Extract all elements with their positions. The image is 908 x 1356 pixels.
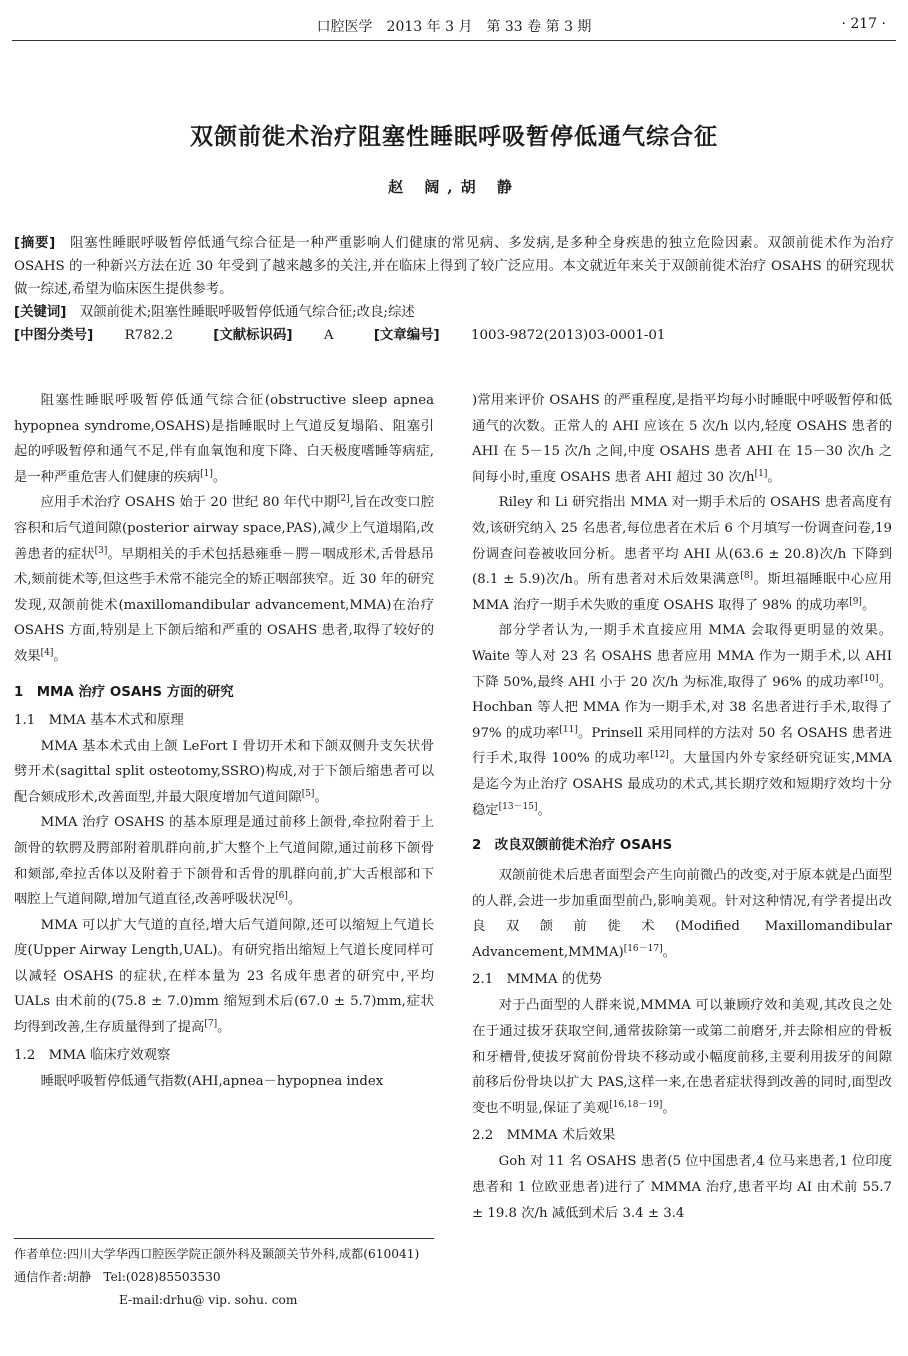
subsection-heading: 2.2 MMMA 术后效果	[472, 1128, 616, 1144]
citation[interactable]: [12]	[650, 750, 669, 761]
subsection-heading: 1.2 MMA 临床疗效观察	[14, 1047, 171, 1063]
author-footnote	[14, 1238, 434, 1312]
email-link[interactable]: E-mail:drhu@ vip. sohu. com	[119, 1293, 298, 1307]
citation[interactable]: [4]	[40, 647, 54, 658]
citation[interactable]: [6]	[275, 891, 288, 902]
authors: 赵 阔,胡 静	[388, 178, 520, 196]
paragraph: 应用手术治疗 OSAHS 始于 20 世纪 80 年代中期[2],旨在改变口腔容积和后气道间隙(posterior airway space,PAS),减少上气道塌陷,改善患者的症状[3]。早期相关的手术包括悬雍垂－腭－咽成形术,舌骨悬吊术,颏前徙术等,但这些手术常不能完全的矫正咽部狭窄。近 30 年的研究发现,双颌前徙术(maxillomandibular advancement,MMA)在治疗 OSAHS 方面,特别是上下颌后缩和严重的 OSAHS 患者,取得了较好的效果[4]。	[14, 494, 434, 664]
classification-row	[14, 324, 894, 347]
keywords-text: 双颌前徙术;阻塞性睡眠呼吸暂停低通气综合征;改良;综述	[79, 305, 415, 320]
clc-label: [中图分类号]	[14, 328, 94, 343]
citation[interactable]: [8]	[740, 571, 754, 582]
section-heading: 2 改良双颌前徙术治疗 OSAHS	[472, 838, 673, 854]
keywords-label: [关键词]	[14, 305, 67, 320]
affiliation: 作者单位:四川大学华西口腔医学院正颌外科及颞颌关节外科,成都(610041)	[14, 1247, 420, 1261]
citation[interactable]: [9]	[849, 596, 862, 607]
citation[interactable]: [10]	[860, 673, 879, 684]
citation[interactable]: [7]	[204, 1019, 218, 1030]
citation[interactable]: [13－15]	[498, 801, 538, 812]
citation[interactable]: [2]	[337, 494, 350, 505]
right-column	[472, 388, 892, 1226]
abstract	[14, 232, 894, 301]
citation[interactable]: [11]	[559, 724, 578, 735]
left-column	[14, 388, 434, 1094]
paragraph: 双颌前徙术后患者面型会产生向前微凸的改变,对于原本就是凸面型的人群,会进一步加重面型前凸,影响美观。针对这种情况,有学者提出改良双颌前徙术(Modified Maxillomandibular Advancement,MMMA)[16－17]。	[472, 868, 892, 960]
page-number: · 217 ·	[841, 16, 886, 32]
paragraph: MMA 治疗 OSAHS 的基本原理是通过前移上颌骨,牵拉附着于上颌骨的软腭及腭部附着肌群向前,扩大整个上气道间隙,通过前移下颌骨和颏部,牵拉舌体以及附着于下颌骨和舌骨的肌群向前,扩大舌根部和下咽腔上气道间隙,增加气道直径,改善呼吸状况[6]。	[14, 815, 434, 908]
correspondence: 通信作者:胡静 Tel:(028)85503530	[14, 1270, 221, 1284]
article-number-value: 1003-9872(2013)03-0001-01	[471, 328, 666, 343]
section-heading: 1 MMA 治疗 OSAHS 方面的研究	[14, 684, 234, 700]
citation[interactable]: [3]	[94, 545, 108, 556]
journal-info: 口腔医学 2013 年 3 月 第 33 卷 第 3 期	[316, 19, 592, 35]
paragraph: 对于凸面型的人群来说,MMMA 可以兼顾疗效和美观,其改良之处在于通过拔牙获取空间,通常拔除第一或第二前磨牙,并去除相应的骨板和牙槽骨,使拔牙窝前份骨块不移动或小幅度前移,主要利用拔牙的间隙前移后份骨块以扩大 PAS,这样一来,在患者症状得到改善的同时,面型改变也不明显,保证了美观[16,18－19]。	[472, 998, 892, 1116]
subsection-heading: 2.1 MMMA 的优势	[472, 972, 602, 988]
doc-code-label: [文献标识码]	[213, 328, 293, 343]
paragraph: )常用来评价 OSAHS 的严重程度,是指平均每小时睡眠中呼吸暂停和低通气的次数。正常人的 AHI 应该在 5 次/h 以内,轻度 OSAHS 患者的 AHI 在 5－15 次/h 之间,中度 OSAHS 患者 AHI 在 15－30 次/h 之间每小时,重度 OSAHS 患者 AHI 超过 30 次/h[1]。	[472, 393, 892, 485]
doc-code-value: A	[323, 328, 334, 343]
paragraph: Goh 对 11 名 OSAHS 患者(5 位中国患者,4 位马来患者,1 位印度患者和 1 位欧亚患者)进行了 MMMA 治疗,患者平均 AI 由术前 55.7 ± 19.8 次/h 减低到术后 3.4 ± 3.4	[472, 1154, 892, 1221]
abstract-block	[14, 232, 894, 347]
clc-value: R782.2	[124, 328, 174, 343]
citation[interactable]: [16－17]	[623, 943, 663, 954]
subsection-heading: 1.1 MMA 基本术式和原理	[14, 712, 184, 728]
article-number-label: [文章编号]	[373, 328, 440, 343]
citation[interactable]: [1]	[754, 468, 768, 479]
citation[interactable]: [5]	[301, 788, 315, 799]
paragraph: 部分学者认为,一期手术直接应用 MMA 会取得更明显的效果。Waite 等人对 23 名 OSAHS 患者应用 MMA 作为一期手术,以 AHI 下降 50%,最终 AHI 小于 20 次/h 为标准,取得了 96% 的成功率[10]。Hochban 等人把 MMA 作为一期手术,对 38 名患者进行手术,取得了 97% 的成功率[11]。Prinsell 采用同样的方法对 50 名 OSAHS 患者进行手术,取得 100% 的成功率[12]。大量国内外专家经研究证实,MMA 是迄今为止治疗 OSAHS 最成功的术式,其长期疗效和短期疗效均十分稳定[13－15]。	[472, 623, 893, 818]
abstract-label: [摘要]	[14, 236, 56, 251]
paragraph: 睡眠呼吸暂停低通气指数(AHI,apnea－hypopnea index	[40, 1073, 384, 1089]
running-header	[12, 10, 896, 41]
paragraph: Riley 和 Li 研究指出 MMA 对一期手术后的 OSAHS 患者高度有效,该研究纳入 25 名患者,每位患者在术后 6 个月填写一份调查问卷,19 份调查问卷被收回分析。患者平均 AHI 从(63.6 ± 20.8)次/h 下降到(8.1 ± 5.9)次/h。所有患者对术后效果满意[8]。斯坦福睡眠中心应用 MMA 治疗一期手术失败的重度 OSAHS 取得了 98% 的成功率[9]。	[472, 495, 892, 613]
citation[interactable]: [16,18－19]	[609, 1099, 663, 1110]
paragraph: MMA 基本术式由上颌 LeFort Ⅰ 骨切开术和下颌双侧升支矢状骨劈开术(sagittal split osteotomy,SSRO)构成,对于下颌后缩患者可以配合颏成形术,改善面型,并最大限度增加气道间隙[5]。	[14, 738, 434, 805]
keywords	[14, 301, 894, 324]
citation[interactable]: [1]	[200, 468, 213, 479]
paragraph: MMA 可以扩大气道的直径,增大后气道间隙,还可以缩短上气道长度(Upper Airway Length,UAL)。有研究指出缩短上气道长度同样可以减轻 OSAHS 的症状,在样本量为 23 名成年患者的研究中,平均 UALs 由术前的(75.8 ± 7.0)mm 缩短到术后(67.0 ± 5.7)mm,症状均得到改善,生存质量得到了提高[7]。	[14, 917, 434, 1036]
abstract-text: 阻塞性睡眠呼吸暂停低通气综合征是一种严重影响人们健康的常见病、多发病,是多种全身疾患的独立危险因素。双颌前徙术作为治疗 OSAHS 的一种新兴方法在近 30 年受到了越来越多的关注,并在临床上得到了较广泛应用。本文就近年来关于双颌前徙术治疗 OSAHS 的研究现状做一综述,希望为临床医生提供参考。	[14, 236, 894, 297]
article-title: 双颌前徙术治疗阻塞性睡眠呼吸暂停低通气综合征	[190, 124, 718, 150]
paragraph: 阻塞性睡眠呼吸暂停低通气综合征(obstructive sleep apnea hypopnea syndrome,OSAHS)是指睡眠时上气道反复塌陷、阻塞引起的呼吸暂停和通气不足,伴有血氧饱和度下降、白天极度嗜睡等病症,是一种严重危害人们健康的疾病[1]。	[14, 393, 434, 485]
